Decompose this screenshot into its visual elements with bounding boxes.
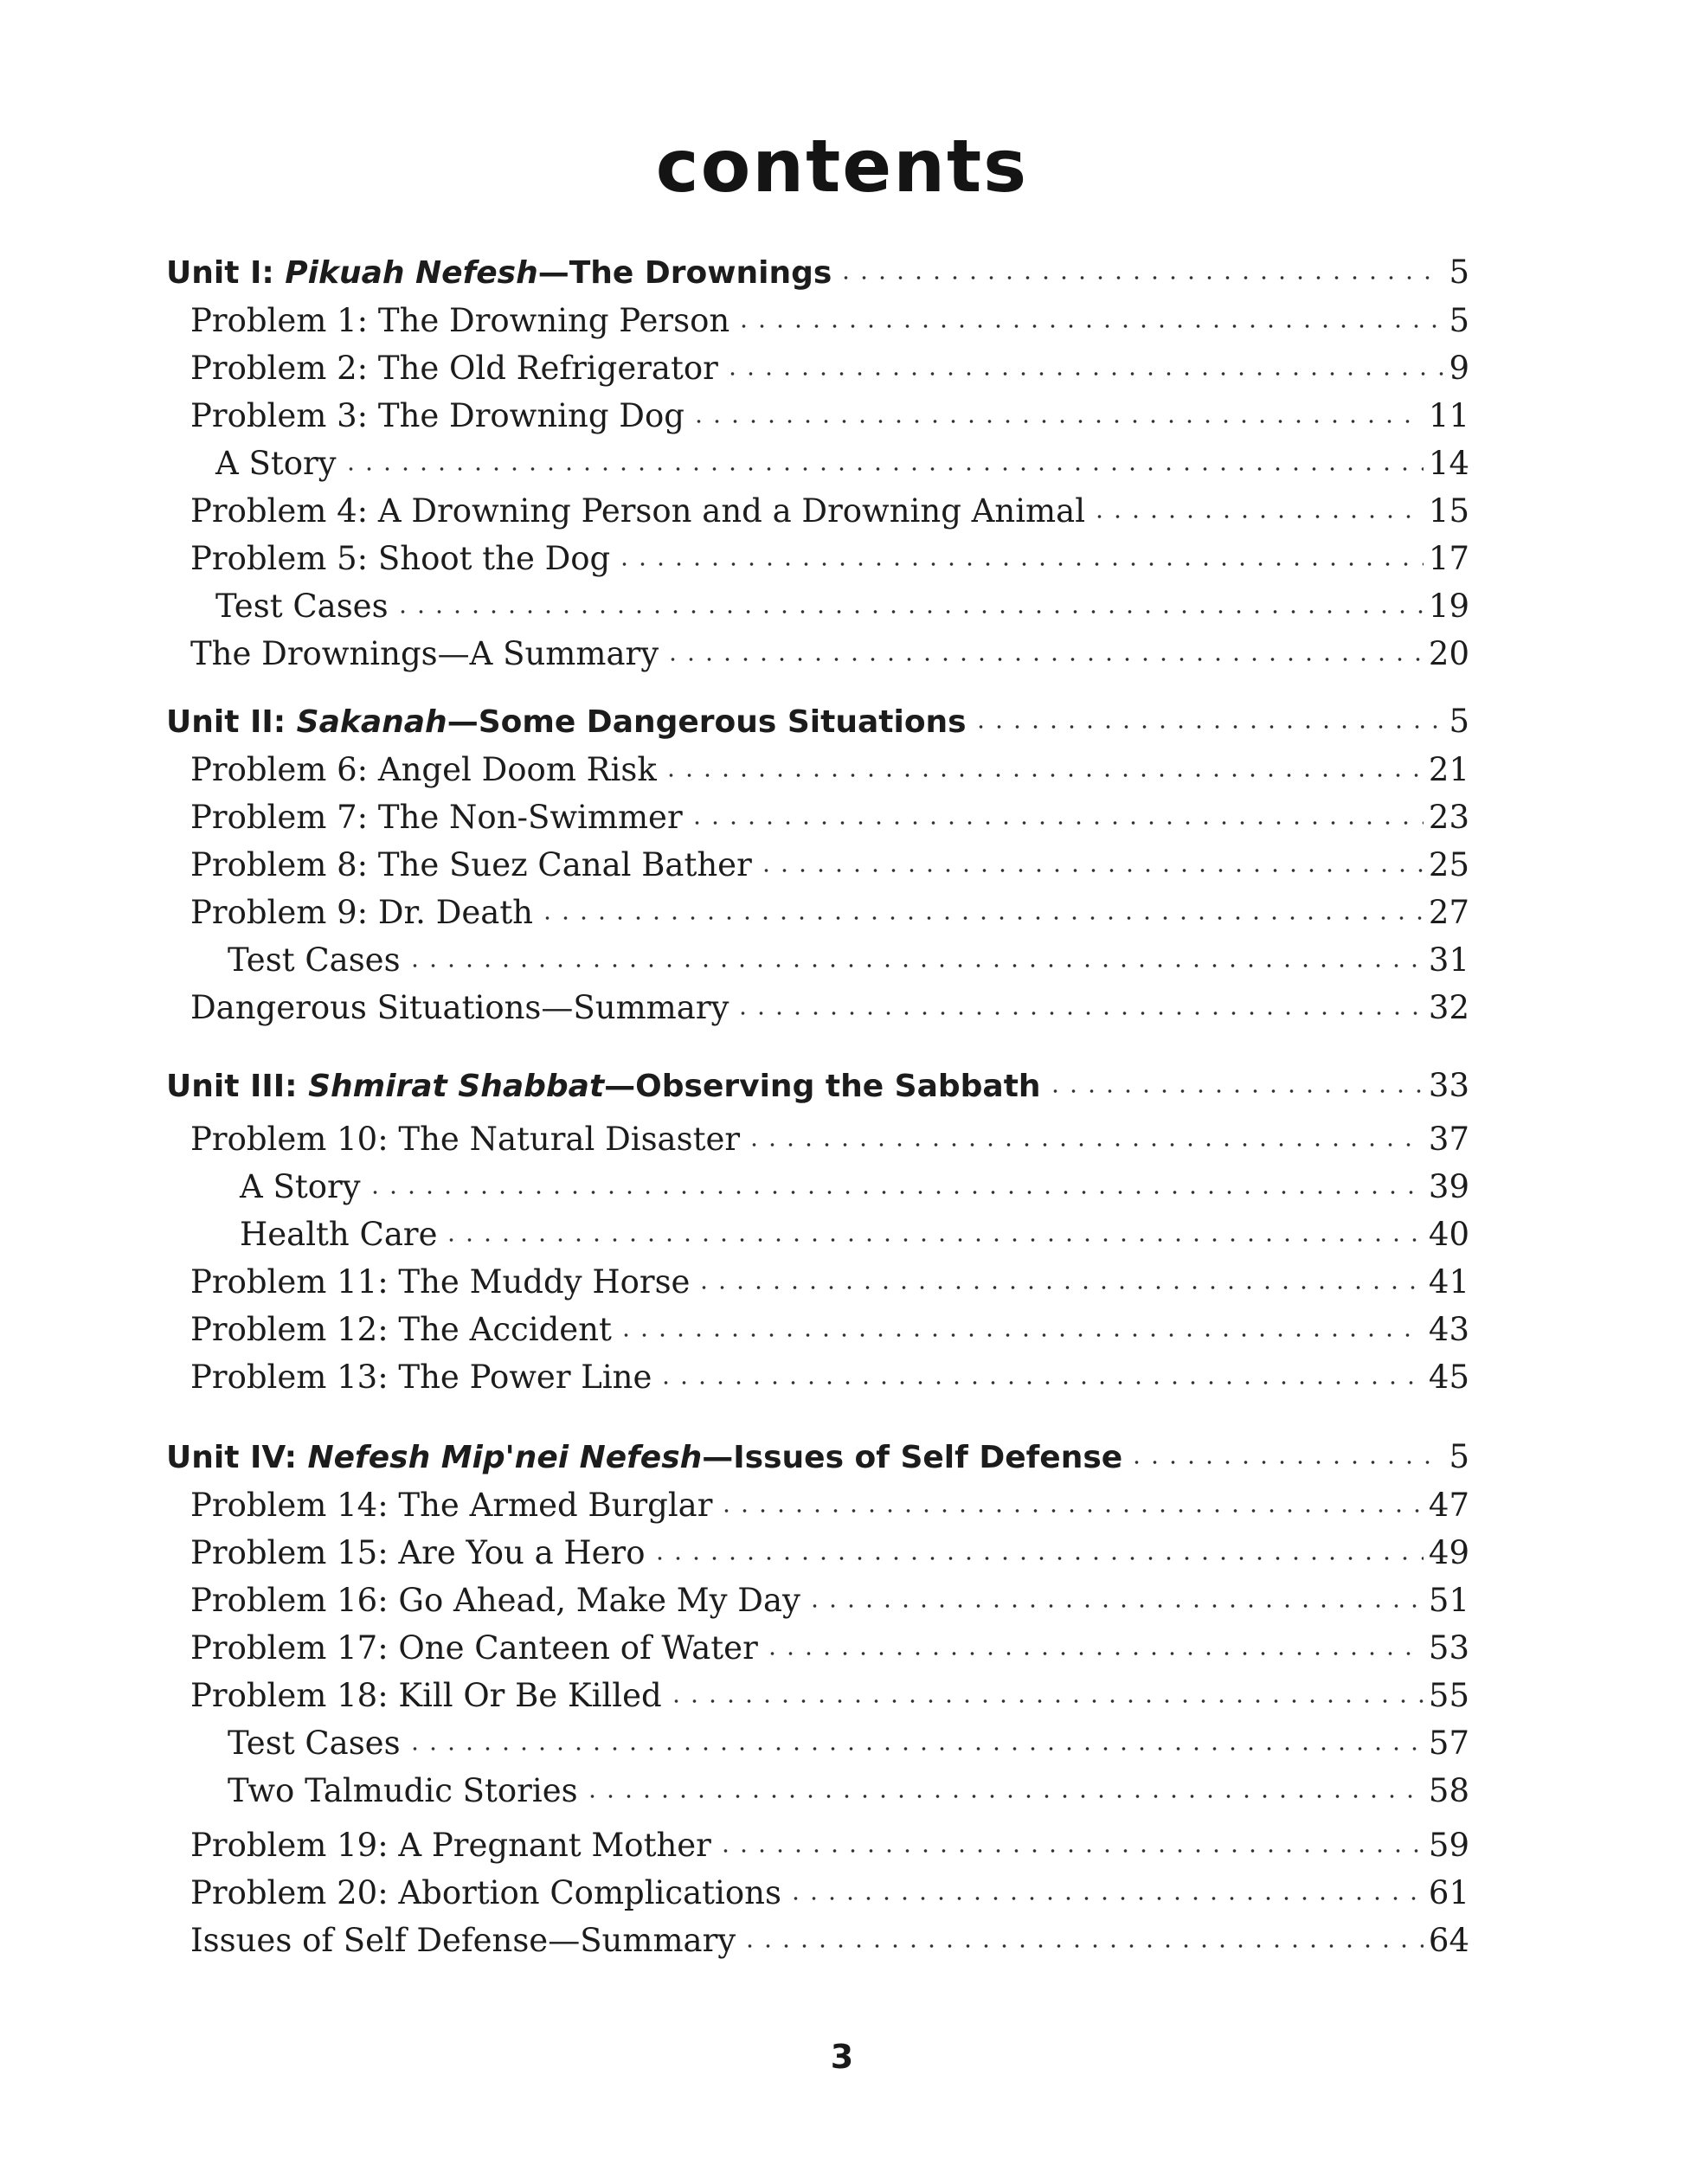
toc-entry[interactable] (166, 1582, 1469, 1619)
toc-entry[interactable] (166, 894, 1469, 931)
toc-entry[interactable] (166, 1216, 1469, 1253)
page-ref: 45 (1428, 1359, 1469, 1396)
page-ref: 21 (1428, 751, 1469, 788)
page-ref: 32 (1428, 989, 1469, 1026)
page-ref: 39 (1428, 1168, 1469, 1205)
page-ref: 61 (1428, 1874, 1469, 1911)
page-ref: 5 (1449, 1438, 1469, 1475)
toc-entry[interactable] (166, 1827, 1469, 1864)
dot-leader (651, 1557, 1424, 1560)
dot-leader (690, 420, 1424, 423)
toc-entry[interactable] (166, 1725, 1469, 1762)
toc-entry[interactable] (166, 492, 1469, 530)
entry-label: A Story (240, 1168, 361, 1205)
toc-entry[interactable] (166, 1359, 1469, 1396)
unit-title: Unit II: Sakanah—Some Dangerous Situations (166, 704, 967, 740)
page-number: 3 (830, 2038, 854, 2076)
dot-leader (406, 1747, 1424, 1750)
page-ref: 5 (1449, 302, 1469, 339)
page-ref: 43 (1428, 1311, 1469, 1348)
dot-leader (757, 869, 1424, 872)
toc-entry[interactable] (166, 1874, 1469, 1911)
entry-label: Problem 3: The Drowning Dog (190, 397, 685, 434)
toc-entry[interactable] (166, 350, 1469, 387)
entry-label: Two Talmudic Stories (228, 1772, 578, 1809)
dot-leader (806, 1604, 1424, 1608)
unit-title: Unit I: Pikuah Nefesh—The Drownings (166, 255, 832, 291)
dot-leader (763, 1652, 1424, 1655)
toc-entry[interactable] (166, 941, 1469, 979)
page-ref: 27 (1428, 894, 1469, 931)
entry-label: Problem 15: Are You a Hero (190, 1534, 646, 1571)
entry-label: Problem 1: The Drowning Person (190, 302, 730, 339)
page-ref: 40 (1428, 1216, 1469, 1253)
page-ref: 19 (1428, 588, 1469, 625)
page-ref: 57 (1428, 1725, 1469, 1762)
toc-entry[interactable] (166, 302, 1469, 339)
entry-label: Issues of Self Defense—Summary (190, 1922, 736, 1959)
entry-label: Problem 5: Shoot the Dog (190, 540, 611, 577)
dot-leader (741, 1944, 1424, 1948)
entry-label: Problem 7: The Non-Swimmer (190, 799, 683, 836)
toc-entry[interactable] (166, 751, 1469, 788)
dot-leader (366, 1191, 1424, 1194)
dot-leader (717, 1849, 1424, 1853)
page-ref: 31 (1428, 941, 1469, 979)
page-ref: 23 (1428, 799, 1469, 836)
entry-label: Problem 10: The Natural Disaster (190, 1121, 741, 1158)
dot-leader (745, 1143, 1424, 1147)
page-ref: 5 (1449, 703, 1469, 740)
unit-title: Unit IV: Nefesh Mip'nei Nefesh—Issues of Self Defense (166, 1440, 1123, 1475)
unit-heading[interactable] (166, 1438, 1469, 1475)
entry-label: Problem 18: Kill Or Be Killed (190, 1677, 662, 1714)
page-ref: 64 (1428, 1922, 1469, 1959)
toc-entry[interactable] (166, 635, 1469, 672)
dot-leader (583, 1795, 1424, 1798)
entry-label: Problem 17: One Canteen of Water (190, 1629, 758, 1667)
dot-leader (837, 276, 1443, 279)
dot-leader (1046, 1089, 1424, 1093)
toc-entry[interactable] (166, 540, 1469, 577)
page-ref: 51 (1428, 1582, 1469, 1619)
page-ref: 14 (1428, 445, 1469, 482)
dot-leader (695, 1286, 1423, 1289)
dot-leader (1090, 515, 1424, 518)
dot-leader (688, 821, 1424, 825)
dot-leader (617, 1333, 1424, 1337)
page-ref: 59 (1428, 1827, 1469, 1864)
page-ref: 53 (1428, 1629, 1469, 1667)
toc-entry[interactable] (166, 1629, 1469, 1667)
toc-entry[interactable] (166, 846, 1469, 883)
entry-label: Test Cases (215, 588, 389, 625)
entry-label: Problem 14: The Armed Burglar (190, 1487, 713, 1524)
page-ref: 55 (1428, 1677, 1469, 1714)
toc-entry[interactable] (166, 588, 1469, 625)
entry-label: Problem 9: Dr. Death (190, 894, 534, 931)
dot-leader (787, 1897, 1424, 1900)
entry-label: Problem 20: Abortion Complications (190, 1874, 781, 1911)
page-ref: 9 (1449, 350, 1469, 387)
page-ref: 33 (1428, 1067, 1469, 1104)
page-ref: 47 (1428, 1487, 1469, 1524)
entry-label: Problem 6: Angel Doom Risk (190, 751, 657, 788)
entry-label: Problem 13: The Power Line (190, 1359, 652, 1396)
toc-entry[interactable] (166, 989, 1469, 1026)
dot-leader (442, 1238, 1423, 1242)
toc-entry[interactable] (166, 1772, 1469, 1809)
page-ref: 25 (1428, 846, 1469, 883)
page-ref: 58 (1428, 1772, 1469, 1809)
entry-label: Problem 4: A Drowning Person and a Drowning Animal (190, 492, 1086, 530)
toc-entry[interactable] (166, 1534, 1469, 1571)
dot-leader (734, 1012, 1424, 1015)
dot-leader (667, 1699, 1424, 1703)
toc-entry[interactable] (166, 799, 1469, 836)
dot-leader (1128, 1461, 1443, 1464)
entry-label: Dangerous Situations—Summary (190, 989, 730, 1026)
dot-leader (538, 916, 1424, 920)
entry-label: Test Cases (228, 1725, 401, 1762)
page-ref: 49 (1428, 1534, 1469, 1571)
dot-leader (717, 1509, 1424, 1513)
dot-leader (406, 964, 1424, 967)
unit-heading[interactable] (166, 256, 1469, 289)
dot-leader (972, 725, 1444, 729)
toc-entry[interactable] (166, 1311, 1469, 1348)
dot-leader (615, 562, 1424, 566)
entry-label: The Drownings—A Summary (190, 635, 659, 672)
dot-leader (664, 658, 1424, 661)
entry-label: Problem 12: The Accident (190, 1311, 612, 1348)
page-ref: 17 (1428, 540, 1469, 577)
page-ref: 11 (1428, 397, 1469, 434)
toc-entry[interactable] (166, 1263, 1469, 1301)
page-ref: 20 (1428, 635, 1469, 672)
unit-heading[interactable] (166, 705, 1469, 738)
toc-entry[interactable] (166, 1168, 1469, 1205)
dot-leader (342, 467, 1424, 471)
page-ref: 37 (1428, 1121, 1469, 1158)
dot-leader (723, 372, 1444, 376)
dot-leader (657, 1381, 1423, 1384)
toc-entry[interactable] (166, 397, 1469, 434)
entry-label: A Story (215, 445, 337, 482)
page-title: contents (655, 124, 1029, 209)
page-ref: 15 (1428, 492, 1469, 530)
entry-label: Problem 19: A Pregnant Mother (190, 1827, 711, 1864)
entry-label: Health Care (240, 1216, 438, 1253)
entry-label: Test Cases (228, 941, 401, 979)
toc-entry[interactable] (166, 1922, 1469, 1959)
dot-leader (394, 610, 1424, 613)
entry-label: Problem 2: The Old Refrigerator (190, 350, 718, 387)
toc-entry[interactable] (166, 445, 1469, 482)
dot-leader (662, 774, 1424, 777)
dot-leader (735, 324, 1443, 328)
toc-entry[interactable] (166, 1121, 1469, 1158)
unit-title: Unit III: Shmirat Shabbat—Observing the Sabbath (166, 1069, 1041, 1104)
toc-entry[interactable] (166, 1487, 1469, 1524)
entry-label: Problem 8: The Suez Canal Bather (190, 846, 752, 883)
unit-heading[interactable] (166, 1067, 1469, 1104)
page-ref: 41 (1428, 1263, 1469, 1301)
entry-label: Problem 11: The Muddy Horse (190, 1263, 691, 1301)
toc-entry[interactable] (166, 1677, 1469, 1714)
page-ref: 5 (1449, 254, 1469, 291)
entry-label: Problem 16: Go Ahead, Make My Day (190, 1582, 800, 1619)
